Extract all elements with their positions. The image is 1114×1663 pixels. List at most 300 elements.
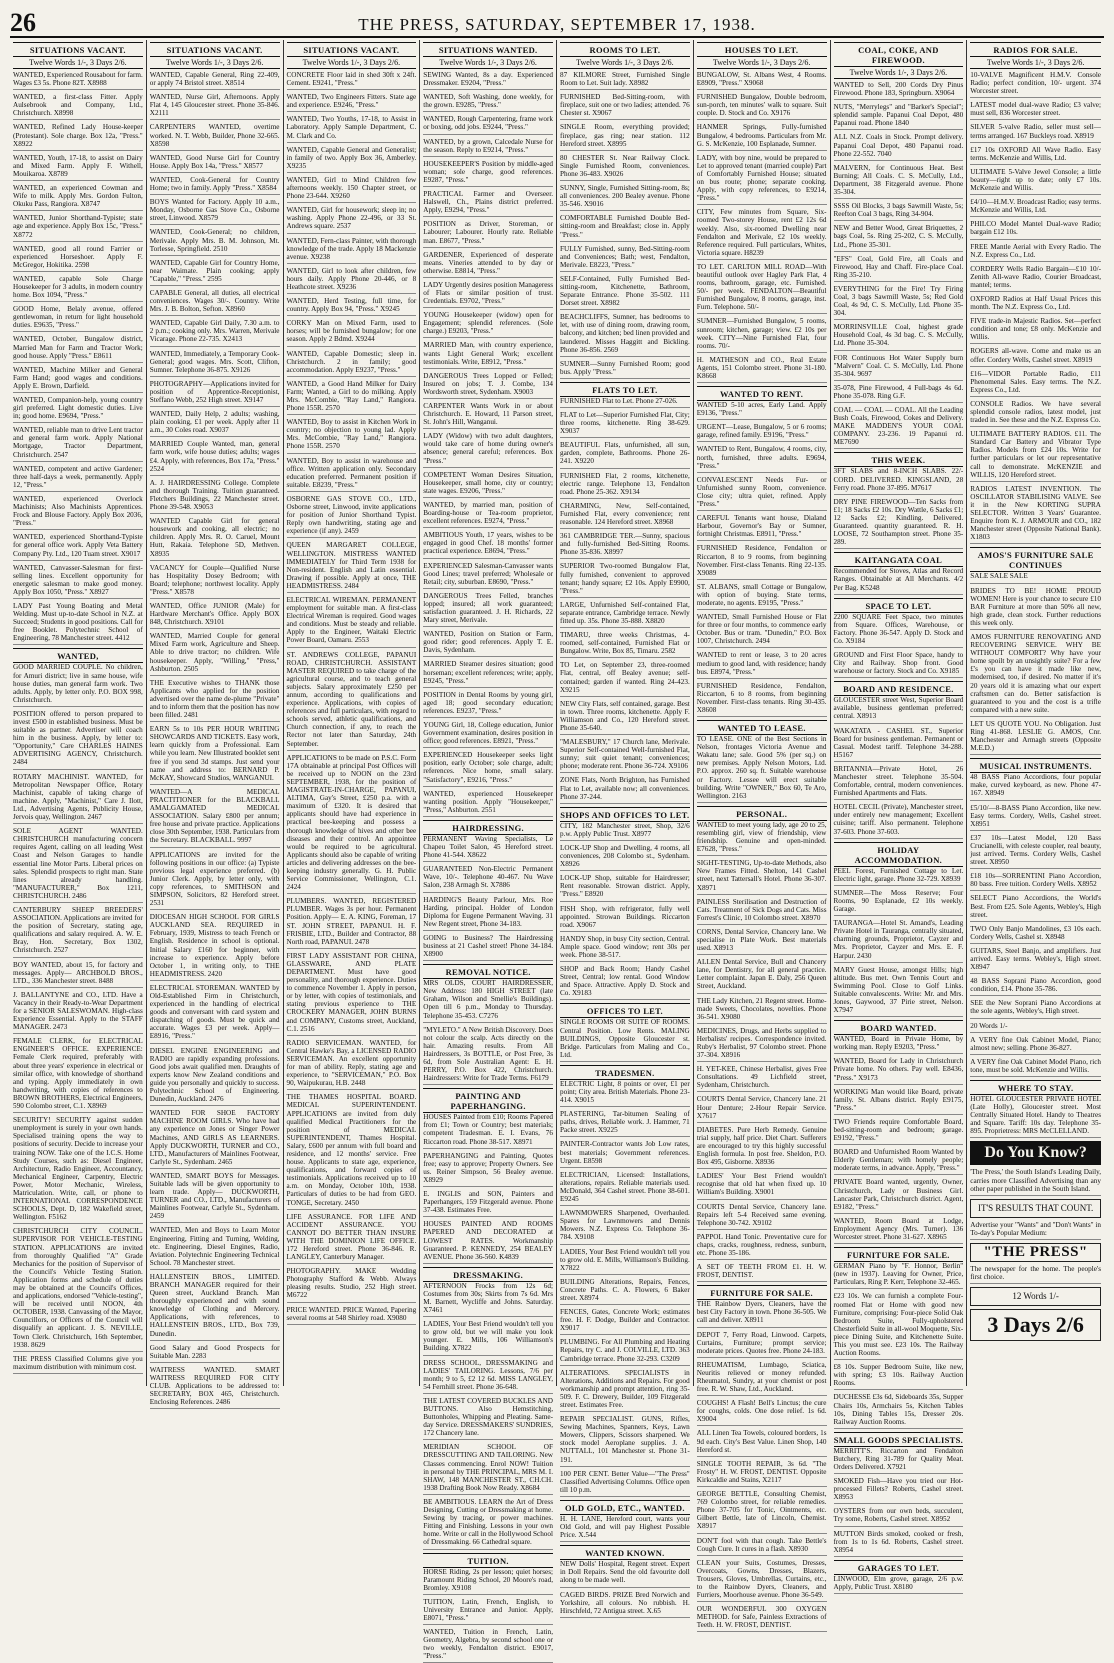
- classified-ad: WANTED, Immediately, a Temporary Cook-General; good wages. Mrs. Scott, Clifton, Sumner. Telephone 36-875. X9126: [150, 350, 280, 377]
- classified-ad: 20 Words 1/-: [970, 1022, 1101, 1033]
- classified-ad: FIRST LADY ASSISTANT FOR CHINA, GLASSWARE, AND PLATE DEPARTMENT. Must have good personality, and thorough experience. Duties to commence November 1. Apply in person, or by letter, with copies of testimonials, and stating previous experience to THE CROCKERY MANAGER, JOHN BURNS and COMPANY, Customs street, Auckland, C.1. 2516: [287, 952, 417, 1036]
- classified-ad: HALLENSTEIN BROS., LIMITED. BRANCH MANAGER required for their Queen street, Auckland Branch. Man thoroughly experienced and with sound knowledge of Clothing and Mercery. Applications, with references, to HALLENSTEIN BROS., LTD., Box 739, Dunedin.: [150, 1273, 280, 1341]
- classified-ad: "MALESBURY," 17 Church lane, Merivale. Superior Self-contained Well-furnished Flat, sunny; suit quiet tenant; conveniences; phone; moderate rent. Phone 36-724. X9106: [560, 738, 690, 773]
- classified-ad: LIFE ASSURANCE. FOR LIFE AND ACCIDENT ASSURANCE. YOU CANNOT DO BETTER THAN INSURE WITH THE DOMINION LIFE OFFICE. 172 Hereford street. Phone 36-846. R. LANGLEY, Canterbury Manager.: [287, 1213, 417, 1265]
- classified-ad: NEW Dolls' Hospital, Regent street. Expert in Doll Repairs. Send the old favourite doll along to be made well.: [560, 1560, 690, 1587]
- classified-ad: E. INGLIS and SON, Painters and Paperhangers, 159 Fitzgerald avenue. Phone 37-438. Estimates Free.: [423, 1190, 553, 1217]
- classified-ad: SUMNER—The Moss Reserve; Four Rooms, 90 Esplanade, £2 10s weekly. Garage.: [834, 889, 964, 916]
- classified-ad: LADY Past Young Boating and Metal Welding. Must up-to-date School in N.Z. at Succeed; Students in good positions. Call for free Booklet. Polytechnic School of Engineering, 78 Manchester street. 4412: [13, 602, 143, 645]
- classified-ad: WANTED, Capable Girl for Country Home, near Waimate. Plain cooking; apply "Capable," "Press." 2595: [150, 259, 280, 286]
- classified-ad: MEDICINES, Drugs, and Herbs supplied to Herbalists' recipes. Correspondence invited. Ruby's Herbalist, 97 Colombo street. Phone 37-304. X8916: [697, 1027, 827, 1062]
- classified-ad: 100 PER CENT. Better Value—"The Press" Classified Advertising Columns. Office open till 10 p.m.: [560, 1470, 690, 1497]
- classified-ad: SINGLE Room, everything provided; fireplace, gas ring; near station. 112 Hereford street. X8995: [560, 123, 690, 150]
- classified-ad: FURNISHED Flat, 2 rooms, kitchenette, electric range. Telephone 13, Fendalton road. Phone 25-362. X9134: [560, 472, 690, 499]
- classified-ad: WANTED, Board in Private Home, by working man. Reply E9203, "Press.": [834, 1035, 964, 1054]
- rate-line: Twelve Words 1/-, 3 Days 2/6.: [287, 57, 417, 69]
- classified-ad: 80 CHESTER St. Near Railway Clock. Single Furnished Room, conveniences. Phone 36-483. X9026: [560, 154, 690, 181]
- classified-ad: FENCES, Gates, Concrete Work; estimates free. H. F. Dodge, Builder and Contractor. X9017: [560, 1308, 690, 1335]
- classified-ad: WANTED, an experienced Cowman and Wife to milk. Apply Mrs. Gordon Fulton, Okuku Pass, Rangiora. X8747: [13, 184, 143, 211]
- classified-ad: WANTED, competent and active Gardener; three half-days a week, permanently. Apply 12, "Press.": [13, 465, 143, 492]
- section-heading: ROOMS TO LET.: [560, 42, 690, 57]
- newspaper-title: THE PRESS, SATURDAY, SEPTEMBER 17, 1938.: [358, 15, 756, 34]
- classified-ad: WANTED, Fern-class Painter, with thorough knowledge of the trade. Apply 18 Mackenzie avenue. X9238: [287, 237, 417, 264]
- classified-ad: WANTED to meet young lady, age 20 to 25, resembling girl, view of friendship, view friendship. Genuine and open-minded. E7628, "Press.": [697, 821, 827, 856]
- classified-ad: WANTED, Cook-General; no children, Merivale. Apply Mrs. B. M. Johnson, Mt. Torlesse, Springfield. 2510: [150, 228, 280, 255]
- classified-ad: CARPENTERS WANTED, overtime worked. N. T. Webb, Builder, Phone 32-665. X8598: [150, 123, 280, 150]
- section-heading: SITUATIONS WANTED.: [423, 42, 553, 57]
- classified-ad: £23 10s. We can furnish a complete Four-roomed Flat or Home with good new Furniture, comprising: Four-piece Solid Oak Bedroom Suite, Fully-upholstered Chesterfield Suite in all-wool Moquette, Six-piece Dining Suite, and Kitchenette Suite. This you must see. £23 10s. The Railway Auction Rooms.: [834, 1292, 964, 1360]
- classified-ad: AFTERNOON Frocks from 12s 6d; Costumes from 30s; Skirts from 7s 6d. Mrs M. Barnett, Wycliffe and Johns. Saturday. X7461: [423, 1282, 553, 1317]
- classified-ad: WANTED, Soft Washing, done weekly, for the grown. E9285, "Press.": [423, 93, 553, 112]
- classified-ad: BOARD and Unfurnished Room Wanted by Elderly Gentleman; with homely people; moderate terms, in advance. Apply, "Press.": [834, 1148, 964, 1175]
- classified-ad: FREE Mantle Aerial with Every Radio. The N.Z. Express Co., Ltd.: [970, 243, 1101, 262]
- classified-ad: EXPERIENCED Housekeeper seeks light position, early October; sole charge, adult; references. Nice home, small salary. "Satisfactory", E9216, "Press.": [423, 751, 553, 786]
- classified-ad: FURNISHED Bungalow, Double bedroom, sun-porch, ten minutes' walk to square. Suit couple. D. Stock and Co. X9176: [697, 93, 827, 120]
- classified-ad: POSITION offered to person prepared to invest £500 in established business. Must be suitable as partner. Advertiser will coach him in the business. Apply, by letter to: "Opportunity," Care CHARLES HAINES ADVERTISING AGENCY, Christchurch. 2484: [13, 710, 143, 770]
- classified-ad: YOUNG Girl, 18, College education, Junior Government examination, desires position in office; good references. E8921, "Press.": [423, 721, 553, 748]
- classified-ad: DEPOT 7, Ferry Road, Linwood. Carpets, Curtains, Furniture; prompt service; moderate prices. Quotes free. Phone 24-183.: [697, 1331, 827, 1358]
- classified-ad: WANTED, reliable man to drive Lent tractor and general farm work. Apply National Mortgage, Tractor Department, Christchurch. 2547: [13, 426, 143, 461]
- classified-ad: SSSS Oil Blocks, 3 bags Sawmill Waste, 5s; Reefton Coal 3 bags, Ring 34-904.: [834, 202, 964, 221]
- classified-ad: CANTERBURY SHEEP BREEDERS' ASSOCIATION. Applications are invited for the position of Secretary, stating age, qualifications and salary required. A. W. E. Bray, Hon. Secretary, Box 1302, Christchurch. 2527: [13, 906, 143, 958]
- classified-ad: RADIO SERVICEMAN. WANTED, for Central Hawke's Bay, a LICENSED RADIO SERVICEMAN. An excellent opportunity for man of ability. Reply, stating age and experience, to "SERVICEMAN," P.O. Box 90, Waipukurau, H.B. 2448: [287, 1039, 417, 1091]
- classified-ad: DANGEROUS Trees Felled, branches lopped; insured; all work guaranteed; satisfaction guaranteed. J. H. Richards, 22 Mary street, Merivale.: [423, 592, 553, 627]
- section-heading: OLD GOLD, ETC., WANTED.: [560, 1500, 690, 1515]
- classified-ad: WANTED, Boy to assist in warehouse and office. Written application only. Secondary education preferred. Permanent position if suitable. E8239, "Press.": [287, 457, 417, 492]
- classified-ad: PLASTERING, Tar-bitumen Sealing of paths, drives, Reliable work. J. Hammer, 71 Packe street. X9225: [560, 1110, 690, 1137]
- classified-ad: LARGE, Unfurnished Self-contained Flat, separate entrance, Cambridge terrace. Newly fitted up. 35s. Phone 35-888. X8820: [560, 601, 690, 628]
- classified-ad: 48 BASS Soprani Piano Accordion, good condition, £14. Phone 35-786.: [970, 977, 1101, 996]
- classified-ad: WANTED, Tuition in French, Latin, Geometry, Algebra, by second school one or two weekly, Fendalton district. E9017, "Press.": [423, 1628, 553, 1663]
- classified-ad: SOLE AGENT WANTED. CHRISTCHURCH manufacturing concern requires Agent, calling on all leading West Coast and Nelson Garages to handle essential line Motor Parts. Liberal prices on sales. Splendid prospects to right man. State lines already handling. "MANUFACTURER," Box 1211, CHRISTCHURCH. 2486: [13, 827, 143, 903]
- classified-ad: COUGHS! A Flash! Bell's Linctus; the cure for coughs, colds. One dose relief. 1s 6d. X9004: [697, 1399, 827, 1426]
- classified-ad: BUNGALOW, St. Albans West, 4 Rooms. E8909, "Press." X9068: [697, 71, 827, 90]
- classified-ad: WANTED, Office JUNIOR (Male) for Hardware Merchant's Office. Apply BOX 848, Christchurch. X9101: [150, 602, 280, 629]
- classified-ad: ST. ALBANS, small Cottage or Bungalow, with option of buying. State terms, moderate, no agents. E9195, "Press.": [697, 583, 827, 610]
- classified-ad: AMBITIOUS Youth, 17 years, wishes to be engaged in good Chef. 18 months' former practical experience. E8694, "Press.": [423, 531, 553, 558]
- section-heading: FURNITURE FOR SALE.: [834, 1247, 964, 1262]
- section-heading: SHOPS AND OFFICES TO LET.: [560, 807, 690, 822]
- classified-ad: DIESEL ENGINE ENGINEERING and RADIO are rapidly expanding professions. Good jobs await qualified men. Draughts of experts know New Zealand conditions and guide you personally and quickly to success. Polytechnic School of Engineering. Dunedin, Auckland. 2476: [150, 1047, 280, 1107]
- classified-ad: ULTIMATE 5-Valve Jewel Console; a little beauty—right up to date; only £7 10s. McKenzie and Willis.: [970, 168, 1101, 195]
- section-heading: WANTED TO LEASE.: [697, 720, 827, 735]
- classified-ad: £18 10s—SORRENTINI Piano Accordion, 80 bass. Free tuition. Cordery Wells. X8952: [970, 872, 1101, 891]
- classified-ad: WANTED, good all round Farrier or experienced Horseshoer. Apply F. McGregor, Hokitika. 2598: [13, 245, 143, 272]
- rate-line: Twelve Words 1/-, 3 Days 2/6.: [560, 57, 690, 69]
- classified-ad: PLUMBERS. WANTED, REGISTERED PLUMBER. Wages 3s per hour. Permanent Position. Apply— E. A. KING, Foreman, 17 ST. JOHN STREET, PAPANUI. H. F. FRISBIE, LTD., Builder and Contractor, 88 North road, PAPANUI. 2478: [287, 897, 417, 949]
- classified-ad: WANTED, experienced Shorthand-Typiste for general office work. Apply Veta Battery Company Pty. Ltd., 120 Tuam street. X9017: [13, 533, 143, 560]
- classified-ad: FOR Continuous Hot Water Supply burn "Malvern" Coal. C. S. McCully, Ltd. Phone 35-304. 9697: [834, 354, 964, 381]
- classified-ad: COMPETENT Woman Desires Situation, Housekeeper, small home, city or country; state wages. E9206, "Press.": [423, 471, 553, 498]
- classified-ad: OXFORD Radios at Half Usual Prices this month. The N.Z. Express Co., Ltd.: [970, 295, 1101, 314]
- classified-ad: APPLICATIONS to be made on P.S.C. Form 17A obtainable at principal Post Offices will be received up to NOON on the 23rd SEPTEMBER, 1938, for the position of MAGISTRATE-IN-CHARGE, PAPANUI, ALTIMA, Gay's Street, £250 p.a. with a maximum of £320. It is desired that applicants should have had experience in practical bee-keeping and possess a thorough knowledge of hives and other bee diseases and their control. An appointee would be required to be agricultural. Applicants should also be capable of writing articles and delivering addresses on the bee-keeping industry generally. G. H. Public Service Commissioner, Wellington, C.1. 2424: [287, 754, 417, 895]
- section-heading: BOARD AND RESIDENCE.: [834, 681, 964, 696]
- section-heading: HOLIDAY ACCOMMODATION.: [834, 842, 964, 867]
- classified-ad: BRIDES TO BE! HOME PROUD WOMEN! Here is your chance to secure £10 BAR Furniture at more than 50% all new, high grade, clean stock. Further reductions this week only.: [970, 587, 1101, 630]
- classified-ad: LADIES, Your Best Friend wouldn't tell you to grow old. E. Mills, Williamson's Building. X7822: [560, 1248, 690, 1275]
- classified-ad: 35-078, Pine Firewood, 4 Full-bags 4s 6d. Phone 35-078. Ring G.F.: [834, 384, 964, 403]
- classified-ad: RADIOS LATEST INVENTION. The OSCILLATOR STABILISING VALVE. See it in the New KORTING SUPRA SELECTOR. Written 3 Years' Guarantee. Enquire from K. J. ARMOUR and CO., 182 Manchester street (Opposite National Bank). X1803: [970, 485, 1101, 545]
- classified-ad: PAPERHANGING and Painting, Quotes free; easy to approve; Property Owners. See us. Reiner Simpson, 56 Bealey avenue. X8929: [423, 1152, 553, 1187]
- section-heading: RADIOS FOR SALE.: [970, 42, 1101, 57]
- classified-ad: ELECTRICAL WIREMAN. PERMANENT employment for suitable man. A first-class Electrical Wireman is required. Good wages and conditions. Must be steady and reliable. Apply to the Engineer, Waitaki Electric Power Board, Oamaru. 2553: [287, 596, 417, 648]
- classified-ad: MUTTON Birds smoked, cooked or fresh, from 1s to 1s 6d. Roberts, Cashel street. X8954: [834, 1530, 964, 1557]
- classified-ad: APPLICATIONS are invited for the following positions in our office: (a) Typiste previous legal experience preferred. (b) Junior Clerk. Apply, by letter only, with copy references, to SMITHSON and SIMPSON, Solicitors, 82 Hereford street. 2531: [150, 851, 280, 911]
- classified-ad: WANTED, Youth, 17-18, to assist on Dairy and Mixed Farm. Apply F. Withell, Mouikaroa. X8789: [13, 154, 143, 181]
- classified-ad: "EFS" Coal, Gold Fire, all Coals and Firewood, Hay and Chaff. Fire-place Coal. Ring 35-210.: [834, 255, 964, 282]
- classified-ad: DON'T fool with that cough. Take Bettle's Cough Cure. It cures in a flash. X8930: [697, 1537, 827, 1556]
- classified-ad: WANTED, Married Couple for general Mixed Farm work, Agriculture and Sheep. Able to drive tractor; no children. Wife housekeeper. Apply, "Willing," "Press," Ashburton. 2505: [150, 632, 280, 675]
- classified-ad: SELF-Contained, Fully Furnished Bed-sitting-room, Kitchenette, Bathroom, Separate Entrance. Phone 35-502. 111 Dorset street. X8982: [560, 275, 690, 310]
- classified-ad: SELECT Piano Accordions, the World's Best. From £25. Sole Agents, Webley's, High street.: [970, 894, 1101, 921]
- classified-ad: MARRIED Steamer desires situation; good horseman; excellent references; write; apply, E9245, "Press.": [423, 660, 553, 687]
- classified-ad: 2200 SQUARE Feet Space, two minutes from Square. Offices, Warehouse, or Factory. Phone 36-547. Apply D. Stock and Co. X9184: [834, 613, 964, 648]
- classified-ad: 361 CAMBRIDGE TER.—Sunny, spacious and fully-furnished Bed-Sitting Rooms. Phone 35-836. X8997: [560, 532, 690, 559]
- section-heading: FURNITURE FOR SALE.: [697, 1285, 827, 1300]
- section-heading: MUSICAL INSTRUMENTS.: [970, 758, 1101, 773]
- column-1: [10, 40, 147, 1386]
- classified-ad: SUMNER—Furnished Bungalow, 5 rooms, sunroom; kitchen, garage; view. £2 10s per week. CITY—Nine Furnished Flat, four rooms. 70/-: [697, 317, 827, 352]
- classified-ad: WANTED, Capable Girl Daily, 7.30 a.m. to 2 p.m.; cooking only. Mrs. Warren, Merivale Vicarage. Phone 22-735. X2413: [150, 319, 280, 346]
- classified-ad: GOING to Business? The Hairdressing business at 21 Cashel street! Phone 34-184. X8900: [423, 934, 553, 961]
- column-6: [694, 40, 831, 1630]
- classified-ad: A. J. HAIRDRESSING College. Complete and thorough Training. Tuition guaranteed. Fletchers Buildings, 22 Manchester street. Phone 39-548. X9053: [150, 479, 280, 514]
- classified-ad: PRIVATE Board wanted, urgently, Owner, Christchurch, Lady or Business Girl. Lancaster Park, Christchurch district. Agent, E9182, "Press.": [834, 1178, 964, 1213]
- classified-ad: PRACTICAL Farmer and Overseer. Halswell, Ch., Plains district preferred. Apply, E9294, "Press.": [423, 190, 553, 217]
- classified-ad: LADY (Widow) with two adult daughters, would take care of home during owner's absence; general careful; references. Box "Press.": [423, 432, 553, 467]
- classified-ad: CLEAN your Suits, Costumes, Dresses, Overcoats, Gowns, Dresses, Blazers, Trousers, Gloves, Umbrellas, Curtains, etc., to the Rainbow Dyers, Cleaners, and Furriers, Moorhouse avenue. Phone 36-549.: [697, 1559, 827, 1602]
- classified-ad: MARRIED Couple Wanted, man, general farm work, wife house duties; adults; wages £4. Apply, with references, Box 17a, "Press." 2524: [150, 440, 280, 475]
- classified-ad: LADY, with boy nine, would be prepared to Let to approved tenant (married couple) Part of Comfortably Furnished House; situated on bus route; phone; separate cooking. Apply, with copy references, to E9214, "Press.": [697, 154, 827, 206]
- classified-ad: WANTED, Position on Station or Farm, good rider; good references. Apply T. E. Davis, Sydenham.: [423, 630, 553, 657]
- classified-ad: WANTED, Companion-help, young country girl preferred. Light domestic duties. Live in; good home. E9694, "Press.": [13, 396, 143, 423]
- classified-ad: WANTED, a first-class Fitter. Apply Aulsebrook and Company, Ltd., Christchurch. X8998: [13, 93, 143, 120]
- classified-ad: CONVALESCENT Needs Fur- or Unfurnished sunny Room, convenience. Close city; ultra quiet, refined. Apply "Press.": [697, 476, 827, 511]
- rate-line: Twelve Words 1/-, 3 Days 2/6.: [423, 57, 553, 69]
- classified-ad: WANTED—A MEDICAL PRACTITIONER for the BLACKBALL AMALGAMATED MEDICAL ASSOCIATION. Salary £800 per annum; free house and private practice. Applications close 30th September, 1938. Particulars from the Secretary. BLACKBALL. 9997: [150, 788, 280, 848]
- classified-ad: A VERY fine Oak Cabinet Model Piano, rich tone, must be sold. McKenzie and Willis.: [970, 1058, 1101, 1077]
- section-heading: KAITANGATA COAL: [834, 552, 964, 567]
- classified-ad: 3FT SLABS and 8-INCH SLABS. 22/- CORD. DELIVERED. KINGSLAND, 28 Ferry road. Phone 37-895. M7617: [834, 467, 964, 494]
- classified-ad: OSBORNE GAS STOVE CO., LTD., Osborne street, Linwood, invite applications for position of Junior Shorthand Typist. Reply own handwriting, stating age and experience (if any). 2459: [287, 495, 417, 538]
- classified-ad: WANTED, by married man, position of Boarding-house or Tea-room proprietor, excellent references. E9274, "Press.": [423, 501, 553, 528]
- classified-ad: WANTED, Machine Milker and General Farm Hand; good wages and conditions. Apply E. Brown, Darfield.: [13, 366, 143, 393]
- promo-rate-days: 3 Days 2/6: [970, 1309, 1101, 1341]
- column-7: [831, 40, 968, 1591]
- section-heading: TRADESMEN.: [560, 1065, 690, 1080]
- classified-ad: £37 10s—Latest Model, 120 Bass Crucianelli, with celeste coupler, real beauty, just arrived. Terms. Cordery Wells, Cashel street. X8950: [970, 834, 1101, 869]
- classified-ad: ULTIMATE BATTERY RADIOS. £11. The Standard Car Battery and Vibrator Type Radios. Models from £24 10s. Write for further particulars or let our representative call to demonstrate. McKENZIE and WILLIS, 120 Hereford street.: [970, 430, 1101, 482]
- classified-ad: LADY Urgently desires position Manageress of Flats or similar position of trust. Credentials. E9702, "Press.": [423, 281, 553, 308]
- classified-ad: URGENT—Lease, Bungalow, 5 or 6 rooms; garage, refined family. E9196, "Press.": [697, 423, 827, 442]
- classified-ad: REPAIR SPECIALIST. GUNS, Rifles, Sewing Machines, Spanners, Keys, Lawn Mowers, Clippers, Scissors sharpened. We stock model Aeroplane supplies. J. A. NUTTALL, 101 Manchester st. Phone 31-191.: [560, 1415, 690, 1467]
- section-heading: PERSONAL.: [697, 806, 827, 821]
- classified-ad: OUR WONDERFUL 300 OXYGEN METHOD. for Safe, Painless Extractions of Teeth. H. W. FROST, DENTIST.: [697, 1605, 827, 1632]
- classified-ad: SINGLE ROOMS OR SUITE OF ROOMS. Central Position. Low Rents. MALING BUILDINGS, Opposite Gloucester st. Bridge. Particulars from Maling and Co., Ltd.: [560, 1018, 690, 1061]
- classified-ad: WANTED, Girl for housework; sleep in; no washing. Apply Phone 22-496, or 33 St. Andrews square. 2537: [287, 206, 417, 233]
- rate-line: Twelve Words 1/-, 3 Days 2/6.: [970, 57, 1101, 69]
- classified-ad: MORRINSVILLE Coal, highest grade Household Coal, 4s 3d bag. C. S. McCully, Ltd. Phone 35-304.: [834, 323, 964, 350]
- classified-ad: FURNISHED Residence, Fendalton or Riccarton, 8 to 9 rooms, from beginning November. First-class Tenants. Ring 22-135. X9089: [697, 544, 827, 579]
- classified-ad: BUILDING Alterations, Repairs, Fences, Concrete Paths. C. A. Flowers, 6 Baker street. X8974: [560, 1278, 690, 1305]
- section-heading: SPACE TO LET.: [834, 598, 964, 613]
- classified-ad: PEEL Forest, Furnished Cottage to Let. Electric light, garage. Phone 32-729. X8939: [834, 867, 964, 886]
- classified-columns: [10, 40, 1104, 1661]
- section-heading: HAIRDRESSING.: [423, 820, 553, 835]
- classified-ad: FURNISHED Residence, Fendalton, Riccarton, 6 to 8 rooms, from beginning November. First-class tenants. Ring 30-435. X8608: [697, 682, 827, 717]
- classified-ad: H. MATHESON and CO., Real Estate Agents, 151 Colombo street. Phone 31-180. K8668: [697, 356, 827, 383]
- classified-ad: CONSOLE Radios. We have several splendid console radios, latest model, just traded in. See these and the N.Z. Express Co.: [970, 400, 1101, 427]
- classified-ad: SMOKED Fish—Have you tried our Hot-processed Fillets? Roberts, Cashel street. X8953: [834, 1477, 964, 1504]
- section-heading: WHERE TO STAY.: [970, 1080, 1101, 1095]
- column-8: [967, 40, 1104, 1386]
- classified-ad: DANGEROUS Trees Lopped or Felled; Insured on jobs; T. J. Combe, 134 Wordsworth street, Sydenham. X9003: [423, 372, 553, 399]
- classified-ad: DUCHESSE £3s 6d, Sideboards 35s, Supper Chairs 10s, Armchairs 5s, Kitchen Tables 10s, Dining Tables 15s, Dresser 20s. Railway Auction Rooms.: [834, 1393, 964, 1428]
- rate-line: Twelve Words 1/-, 3 Days 2/6.: [834, 67, 964, 79]
- column-5: [557, 40, 694, 1615]
- classified-ad: GERMAN Piano by "F. Honnor, Berlin" (new in 1937). Leaving for Owner, Price, Particulars, Ring P. Kerr, Telephone 32-465.: [834, 1262, 964, 1289]
- promo-advertise: Advertise your "Wants" and "Don't Wants" in To-day's Popular Medium:: [970, 1221, 1101, 1240]
- classified-ad: TO LET. CARLTON MILL ROAD—With beautiful outlook over Hagley Park Flat, 4 rooms, bathroom, garage, etc. Furnished. 50/- per week. FENDALTON—Beautiful Furnished Bungalow, 8 rooms, garage, inst. Furn. Telephone. 50/-: [697, 263, 827, 315]
- classified-ad: MARY Guest House, amongst Hills; high altitude. Bus met. Own Tennis Court and Swimming Pool. Close to Golf Links. Suitable convalescents. Write: Mr. and Mrs. Jones, Gaywood, 37 Pirie street, Nelson. X7947: [834, 966, 964, 1018]
- classified-ad: WANTED, Daily Help, 2 adults; washing, plain cooking, £1 per week. Apply after 11 a.m., 30 Coles road. X9037: [150, 410, 280, 437]
- classified-ad: LOCK-UP Shop, suitable for Hairdresser; Rent reasonable. Strowan district. Apply, "Press." E8920: [560, 874, 690, 901]
- classified-ad: FURNISHED Flat to Let. Phone 27-026.: [560, 397, 690, 408]
- classified-ad: AMOS FURNITURE RENOVATING AND RECOVERING SERVICE. WHY BE WITHOUT COMFORT? Why have your home spoilt by an unsightly suite? For a few £'s you can have it made like new, modernised, too, if desired. No matter if it's 20 years old it is amazing what our expert craftsmen can do. Better satisfaction is guaranteed to you and the cost is a trifle compared with a new suite.: [970, 633, 1101, 717]
- classified-ad: WANTED, Nurse Girl, Afternoons. Apply Flat 4, 145 Gloucester street. Phone 35-846. X2111: [150, 93, 280, 120]
- classified-ad: THE PRESS Classified Columns give you maximum distribution with minimum cost.: [13, 1355, 143, 1374]
- classified-ad: FISH Shop, with refrigerator, fully well appointed. Strowan Buildings. Riccarton road. X9067: [560, 905, 690, 932]
- classified-ad: WANTED Capable Girl for general housework and cooking, all electric; no children. Apply Mrs. R. O. Caruel, Mount Hutt, Rakaia. Telephone 5D, Methven. X8935: [150, 517, 280, 560]
- classified-ad: A VERY fine Oak Cabinet Model, Piano; almost new; selling. Phone 36-827.: [970, 1036, 1101, 1055]
- classified-ad: WANTED, Capable General, Ring 22-409, or apply 74 Bristol street. X8514: [150, 71, 280, 90]
- classified-ad: WANTED, Men and Boys to Learn Motor Engineering, Fitting and Turning, Welding, etc. Engineering, Diesel Engines, Radio, Aviation. Polytechnic Engineering Technical School. 78 Manchester street.: [150, 1226, 280, 1269]
- classified-ad: THE Rainbow Dyers, Cleaners, have the best City Factory in town. Phone 36-505. We call and deliver. X8911: [697, 1300, 827, 1327]
- classified-ad: 87 KILMORE Street, Furnished Single Room to Let. Suit lady. X8982: [560, 71, 690, 90]
- classified-ad: ALL Linen Tea Towels, coloured borders, 1s 9d each. City's Best Value. Linen Shop, 140 Hereford st.: [697, 1429, 827, 1456]
- rate-line: Twelve Words 1/-, 3 Days 2/6.: [13, 57, 143, 69]
- classified-ad: EARN 5s to 10s PER HOUR WRITING SHOWCARDS AND TICKETS. Easy work, learn quickly from a Professional. Earn while you learn. New Illustrated booklet sent free if you send 3d stamps. Just send your name and address to: BERNARD P. McKAY, Showcard Studios, WANGANUI.: [150, 725, 280, 785]
- classified-ad: WANTED to Sell, 200 Cords Dry Pinus Firewood. Phone 183, Springburn. X9064: [834, 81, 964, 100]
- classified-ad: WANTED, Two Youths, 17-18, to Assist in Laboratory. Apply Sample Department, C. M. Clark and Co.: [287, 115, 417, 142]
- classified-ad: HOTEL CECIL (Private), Manchester street, under entirely new management; Excellent cuisine; tariff. Also permanent. Telephone 37-603. Phone 37-603.: [834, 803, 964, 838]
- classified-ad: 48 BASS Piano Accordions, four popular make, curved keyboard, as new. Phone 47-167. X8949: [970, 773, 1101, 800]
- section-heading: TUITION.: [423, 1553, 553, 1568]
- classified-ad: DRY PINE FIREWOOD—Ten Sacks from £1; 18 Sacks £2 10s. Dry Wattle, 6 Sacks £1; 12 Sacks £2; Kindling. Delivered. Guaranteed. quantity guaranteed. R. H. LOOSE, 72 Southampton street. Phone 35-289.: [834, 498, 964, 550]
- classified-ad: ALTERATIONS. SPECIALISTS in Alterations, Additions and Repairs. For good workmanship and prompt attention, ring 35-509. F. C. Drewery, Builder, 109 Fitzgerald street. Estimates Free.: [560, 1369, 690, 1412]
- classified-ad: LINWOOD, Elm grove, garage, 2/6 p.w. Apply, Public Trust. X8180: [834, 1575, 964, 1594]
- classified-ad: £16—VIDOR Portable Radio, £11 Phenomenal Sales. Easy terms. The N.Z. Express Co., Ltd.: [970, 370, 1101, 397]
- classified-ad: ELECTRICAL STOREMAN. WANTED by Old-Established Firm in Christchurch, experienced in the handling of electrical goods and conversant with card system and dispatching of goods. Must be quick and accurate. Wages £3 per week. Apply— E8916, "Press.": [150, 984, 280, 1044]
- classified-ad: WANTED, experienced Housekeeper wanting position. Apply "Housekeeper," "Press," Ashburton. 2551: [423, 790, 553, 817]
- classified-ad: DIABETES. Pure Herb Remedy. Genuine trial supply, half price. Diet Chart. Sufferers are encouraged to try this highly successful English formula. In post free. Sheldon, P.O. Box 495, Gisborne. X8936: [697, 1126, 827, 1169]
- section-heading: SMALL GOODS SPECIALISTS.: [834, 1432, 964, 1447]
- column-4: [420, 40, 557, 1661]
- classified-ad: WANTED, Board for Lady in Christchurch Private home. No others. Pay well. E8436, "Press." X9173: [834, 1057, 964, 1084]
- classified-ad: GUITARS, Steel Banjo, and amplifiers. Just arrived. Easy terms. Webley's, High street. X8947: [970, 947, 1101, 974]
- section-heading: GARAGES TO LET.: [834, 1560, 964, 1575]
- classified-ad: SUNNY, Single, Furnished Sitting-room, 8s; all conveniences. 200 Bealey avenue. Phone 35-546. X9016: [560, 184, 690, 211]
- classified-ad: LET US QUOTE YOU. No Obligation. Just Ring 41-868. LESLIE G. AMOS, Cnr. Manchester and Armagh streets (Opposite M.E.D.): [970, 720, 1101, 755]
- classified-ad: SUPERIOR Two-roomed Bungalow Flat, fully furnished, convenient to approved tenant; handy square; £2 10s. Apply E9900, "Press.": [560, 562, 690, 597]
- rate-line: Twelve Words 1/-, 3 Days 2/6.: [697, 57, 827, 69]
- classified-ad: FULLY Furnished, sunny, Bed-Sitting-room and Conveniences; Bath; west, Fendalton, Merivale. E8223, "Press.": [560, 245, 690, 272]
- classified-ad: BE AMBITIOUS. LEARN the Art of Dress Designing, Cutting or Dressmaking at home. Sewing by tracing, or power machines. Fitting and Finishing. Lessons in your own home. Write or call in the Hollywood School of Dressmaking. 66 Cathedral square.: [423, 1498, 553, 1550]
- classified-ad: WANTED, Junior Shorthand-Typiste; state age and experience. Apply Box 15c, "Press." X8772: [13, 214, 143, 241]
- classified-ad: HOTEL GLOUCESTER PRIVATE HOTEL (Late Holly), Gloucester street. Most Centrally Situated Hotel. Handy to Theatres and Square. Tariff: 10s day. Telephone 35-895. Proprietress: MRS McCLELLAND.: [970, 1095, 1101, 1138]
- classified-ad: WORKING Man would like Board, private family. St. Albans district. Reply E9175, "Press.": [834, 1088, 964, 1115]
- section-heading: PAINTING AND PAPERHANGING.: [423, 1088, 553, 1113]
- classified-ad: £8 10s. Supper Bedroom Suite, like new, with spring; £3 10s. Railway Auction Rooms.: [834, 1363, 964, 1390]
- classified-ad: MARRIED Man, with country experience, wants Light General Work; excellent testimonials. Write, E8912, "Press.": [423, 341, 553, 368]
- classified-ad: EVERYTHING for the Fire! Try Firing Coal, 3 bags Sawmill Waste, 5s; Red Gold Coal, 4s 9d, C. S. McCully, Ltd. Phone 35-304.: [834, 285, 964, 320]
- classified-ad: HORSE Riding, 2s per lesson; quiet horses; Paramount Riding School, 20 Moore's road, Bromley. X9108: [423, 1568, 553, 1595]
- classified-ad: YOUNG Housekeeper (widow) open for Engagement; splendid references. (Sole charge.) E9203, "Press.": [423, 311, 553, 338]
- classified-ad: "MYLETO." A New British Discovery. Does not colour the scalp. Acts directly on the hair. Amazing results. From All Hairdressers, 3s BOTTLE, or Post Free, 3s 6d, from Sole Australian Agent: E. H. PERRY, P.O. Box 422, Christchurch. Hairdressers: Write for Trade Terms. F6179: [423, 1026, 553, 1086]
- classified-ad: WANTED FOR SHOE FACTORY MACHINE ROOM GIRLS. Who have had any experience on Jones or Singer Power Machines, AND GIRLS AS LEARNERS. Apply DUCKWORTH, TURNER and CO., LTD., Manufacturers of Mainlines Footwear, Carlyle St., Sydenham. 2465: [150, 1109, 280, 1169]
- classified-ad: COAL — COAL — COAL. All the Leading Bush Coals, Firewood, Cokes and Delivery. MAKE MADDEN'S YOUR COAL COMPANY. 23-236. 19 Papanui rd. ME7690: [834, 406, 964, 449]
- classified-ad: FIVE trade-in Majestic Radios. Set—perfect condition and tone; £8 only. McKenzie and Willis.: [970, 317, 1101, 344]
- promo-results: IT'S RESULTS THAT COUNT.: [970, 1199, 1101, 1218]
- classified-ad: GEORGE BETTLE, Consulting Chemist, 769 Colombo street, for reliable remedies. Phone 37-705 for Tonic, Ointments, etc. Gilbert Bettle, late of Lincoln, Chemist. X8917: [697, 1490, 827, 1533]
- classified-ad: WANTED, by a grown, Calcedale Nurse for the season. Reply to E9214, "Press.": [423, 138, 553, 157]
- classified-ad: LATEST model dual-wave Radio; £3 valve; must sell, 836 Worcester street.: [970, 101, 1101, 120]
- classified-ad: PERMANENT Waving Specialists, Le Chapeu Toilet Salon, 45 Hereford street. Phone 41-544. X8622: [423, 835, 553, 862]
- classified-ad: WANTED, Cook-General for Country Home; two in family. Apply "Press." X8584: [150, 176, 280, 195]
- classified-ad: WANTED, capable Sole Charge Housekeeper for 3 adults, in modern country home. Box 1094, "Press.": [13, 275, 143, 302]
- classified-ad: TAURANGA—Hotel St. Amand's, Leading Private Hotel in Tauranga, centrally situated, charming grounds, Proprietor, Cayzer and Mrs. Proprietor, Cayzer and Mrs. E. F. Harpur. 2430: [834, 919, 964, 962]
- classified-ad: LADIES, Your Best Friend wouldn't tell you to grow old, but we will make you look younger. E. Mills, 106 Williamson's Building. X7822: [423, 1320, 553, 1355]
- classified-ad: WANTED, Herd Testing, full time, for country. Apply Box 94, "Press." X9245: [287, 297, 417, 316]
- classified-ad: WANTED, Girl to look after children, few hours daily. Apply Phone 20-446, or 8 Heathcote street. X9236: [287, 267, 417, 294]
- section-heading: AMOS'S FURNITURE SALE CONTINUES: [970, 547, 1101, 572]
- classified-ad: THE Lady Kitchen, 21 Regent street. Home-made Sweets, Chocolates, novelties. Phone 36-541. X9080: [697, 997, 827, 1024]
- column-3: [284, 40, 421, 1386]
- section-heading: FLATS TO LET.: [560, 382, 690, 397]
- classified-ad: WANTED, Capable General and Generalist; in family of two. Apply Box 36, Amberley. X9235: [287, 146, 417, 173]
- classified-ad: BEACHCLIFFS, Sumner, has bedrooms to let, with use of dining room, drawing room, balcony, and kitchen; bed linen provided and laundered. Misses Haggitt and Bickling. Phone 36-856. 2569: [560, 313, 690, 356]
- classified-ad: TUITION, Latin, French, English, to University Entrance and Junior. Apply, E8071, "Press.": [423, 1598, 553, 1625]
- classified-ad: NEW and Better Wood, Great Briquettes, 2 bags Coal, 5s. Ring 25-202, C. S. McCully, Ltd., Phone 35-301.: [834, 224, 964, 251]
- classified-ad: WANTED, Capable Domestic; sleep in. Christchurch. 2 in family; good accommodation. Apply E9237, "Press.": [287, 350, 417, 377]
- classified-ad: WANTED, Experienced Rousabout for farm. Wages £3 5s. Phone 82T. X8988: [13, 71, 143, 90]
- classified-ad: HANMER Springs, Fully-furnished Bungalow, 4 bedrooms. Particulars from Mr. G. S. McKenzie, 100 Esplanade, Sumner.: [697, 123, 827, 150]
- classified-ad: TO Let, on September 23, three-roomed Flat, central, off Bealey avenue; self-contained; garden if wanted. Ring 24-423. X9215: [560, 661, 690, 696]
- classified-ad: TWO Only Banjo Mandolines, £3 10s each. Cordery Wells, Cashel st. X8948: [970, 925, 1101, 944]
- classified-ad: NEW City Flats, self contained, garage. Best in town. Three rooms, kitchenette. Apply F. Williamson and Co., 120 Hereford street. Phone 35-640.: [560, 700, 690, 735]
- classified-ad: PAINTER-Contractor wants Job Low rates, best materials; Government references. Urgent. E8598: [560, 1140, 690, 1167]
- section-heading: COAL, COKE, AND FIREWOOD.: [834, 42, 964, 67]
- classified-ad: BOYS Wanted for Factory. Apply 10 a.m., Monday, Osborne Gas Stove Co., Osborne street, Linwood. X8579: [150, 198, 280, 225]
- classified-ad: RHEUMATISM, Lumbago, Sciatica, Neuritis relieved or money refunded. Rheumatol, Sundry, at your chemist or post free. R. W. Shaw, Ltd., Auckland.: [697, 1361, 827, 1396]
- classified-ad: CARPENTER Wants Work in or about Christchurch. E. Howard, 11 Parson street, St. John's Hill, Wanganui.: [423, 402, 553, 429]
- classified-ad: WANTED, Canvasser-Salesman for first-selling lines. Excellent opportunity for energetic salesman to make good money. Apply Box 1050, "Press." X8927: [13, 564, 143, 599]
- classified-ad: MERRITT'S. Riccarton and Fendalton Butchery, Ring 31-789 for Quality Meat. Orders Delivered. X7921: [834, 1447, 964, 1474]
- classified-ad: SECURITY! SECURITY against sudden unemployment is surely in your own hands. Specialised training opens the way to positions of security. Decide to increase your training NOW. Take one of the I.C.S. Home Study Courses, such as: Diesel Engineer, Architecture, Radio Engineer, Accountancy, Mechanical Engineer, Carpentry, Electric Power, Motor Mechanic, Wireless, Matriculation. Write, call, or phone to INTERNATIONAL CORRESPONDENCE SCHOOLS, Dept. D, 182 Wakefield street, Wellington. F5162: [13, 1116, 143, 1224]
- classified-ad: HARDING'S Beauty Parlour, Mrs. Roe Harding, principal. Holder of London Diploma for Eugene Permanent Waving. 31 New Regent street, Phone 34-183.: [423, 896, 553, 931]
- classified-ad: SUMNER—Sunny Furnished Room; good bus. Apply "Press.": [560, 360, 690, 379]
- classified-ad: WANTED to rent or lease, 3 to 20 acres medium to good land, with residence; handy bus. E8974, "Press.": [697, 651, 827, 678]
- classified-ad: WAITRESS WANTED. SMART WAITRESS REQUIRED FOR CITY CLUB. Applications to be addressed to: SECRETARY, BOX 465, Christchurch. Enclosing References. 2486: [150, 1366, 280, 1409]
- classified-ad: ELECTRICIAN, Licensed: Installations, alterations, repairs. Reliable materials used. McDonald, 364 Cashel street. Phone 38-601. E9245: [560, 1171, 690, 1206]
- section-heading: SITUATIONS VACANT.: [287, 42, 417, 57]
- classified-ad: CAGED BIRDS. PRIZE Bred Norwich and Yorkshire, all colours. No rubbish. H. Hirschfeld, 72 Antigua street. X.65: [560, 1591, 690, 1618]
- classified-ad: FEMALE CLERK, for ELECTRICAL ENGINEER'S OFFICE. EXPERIENCE: Female Clerk required, preferably with about three years' experience in electrical or similar office, with knowledge of shorthand and typing. Apply immediately in own handwriting, with copies of references to BROWN BROTHERS, Electrical Engineers, 590 Colombo street, C.1. X8969: [13, 1037, 143, 1113]
- classified-ad: CAREFUL Tenants want house, Dialand Harbour, Governor's Bay or Sumner, fortnight Christmas. E8911, "Press.": [697, 514, 827, 541]
- classified-ad: £4/10—H.M.V. Broadcast Radio; easy terms. McKenzie and Willis, Ltd.: [970, 198, 1101, 217]
- classified-ad: MALVERN, for Continuous Heat. Best Burning; All Coals. C. S. McCully, Ltd., Department, 38 Fitzgerald avenue. Phone 35-304.: [834, 164, 964, 199]
- classified-ad: ROGERS all-wave. Come and make us an offer. Cordery Wells, Cashel street. X8919: [970, 347, 1101, 366]
- classified-ad: LAWNMOWERS Sharpened, Overhauled. Spares for Lawnmowers and Dennis Mowers. N.Z. Express Co. Telephone 36-784. X9108: [560, 1209, 690, 1244]
- classified-ad: WANTED, SMART BOYS for Messages. Suitable lads will be given opportunity to learn trade. Apply— DUCKWORTH, TURNER and CO., LTD., Manufacturers of Mainlines Footwear, Carlyle St., Sydenham. 2459: [150, 1172, 280, 1224]
- classified-ad: BRITANNIA—Private Hotel, 26 Manchester street. Telephone 35-504. Comfortable, central, modern conveniences. Furnished Apartments and Flats.: [834, 765, 964, 800]
- classified-ad: CITY, Few minutes from Square, Six-roomed Two-storey House, rent £2 12s 6d weekly. Also, six-roomed Dwelling near Fendalton and Merivale, £2 10s weekly. Reference required. Full particulars, Whites, Victoria square. H8239: [697, 208, 827, 260]
- classified-ad: Good Salary and Good Prospects for Suitable Man. 2283: [150, 1344, 280, 1363]
- classified-ad: WANTED, Boy to assist in Kitchen Work in country; no objection to young lad. Apply Mrs. McCombie, "Ray Land," Rangiora. Phone 155R. 2570: [287, 418, 417, 453]
- classified-ad: SIGHT-TESTING, Up-to-date Methods, also New Frames Fitted. Shelton, 141 Cashel street, next Tattersall's Hotel. Phone 36-307. X8971: [697, 859, 827, 894]
- classified-ad: THE Executive wishes to THANK those Applicants who applied for the position advertised over the name de-plume "Private" and to inform them that the position has now been filled. 2481: [150, 679, 280, 722]
- classified-ad: COURTS Dental Service, Chancery lane. Repairs left 5-4 Received same evening. Telephone 30-742. X9102: [697, 1203, 827, 1230]
- classified-ad: PHILCO Model Mantel Dual-wave Radio; bargain £12 10s.: [970, 220, 1101, 239]
- column-2: [147, 40, 284, 1407]
- section-heading: WANTED,: [13, 648, 143, 663]
- promo-tagline: The newspaper for the home. The people's first choice.: [970, 1265, 1101, 1284]
- classified-ad: PHOTOGRAPHY—Applications invited for position of Apprentice-Receptionist, Steffano Webb, 252 High street. X9147: [150, 380, 280, 407]
- section-heading: OFFICES TO LET.: [560, 1003, 690, 1018]
- classified-ad: CORNS, Dental Service, Chancery lane. We specialise in Plate Work. Best materials used. X8913: [697, 928, 827, 955]
- classified-ad: GUARANTEED Non-Electric Permanent Wave, 10/-. Telephone 40-467. Nu Wave Salon, 238 Armagh St. X7886: [423, 865, 553, 892]
- classified-ad: LADIES' Your Best Friend wouldn't recognise that old hat when fixed up. 10 William's Building. X9001: [697, 1172, 827, 1199]
- classified-ad: WANTED, Girl to Mind Children few afternoons weekly. 150 Chapter street, or Phone 23-644. X9260: [287, 176, 417, 203]
- promo-rate-words: 12 Words 1/-: [970, 1287, 1101, 1306]
- classified-ad: WANTED, experienced Overlock Machinists; Also Machinists Apprentices. Frock and Blouse Factory. Apply Box 2036, "Press.": [13, 495, 143, 530]
- classified-ad: COMFORTABLE Furnished Double Bed-sitting-room and Breakfast; close in. Apply "Press.": [560, 214, 690, 241]
- classified-ad: FLAT to Let—Superior Furnished Flat, City; three rooms, kitchenette. Ring 38-629. X9037: [560, 411, 690, 438]
- classified-ad: PLUMBING. For All Plumbing and Heating Repairs, try C. and J. COLVILLE, LTD. 363 Cambridge terrace. Phone 32-293. C3209: [560, 1338, 690, 1365]
- classified-ad: WANTED 5-10 acres, Early Land. Apply E9136, "Press.": [697, 401, 827, 420]
- promo-headline: Do You Know?: [970, 1141, 1101, 1165]
- section-heading: WANTED TO RENT.: [697, 386, 827, 401]
- classified-ad: CAPABLE General, all duties, all electrical conveniences. Wages 30/-. Country. Write Mrs. J. B. Bolton, Sefton. X8960: [150, 289, 280, 316]
- classified-ad: ROTARY MACHINIST. WANTED, for Metropolitan Newspaper Office, Rotary Machinist, capable of taking charge of machine. Apply, "Machinist," Care J. Ilott, Ltd., Advertising Agents, Publicity House, Jervois quay, Wellington. 2467: [13, 773, 143, 825]
- classified-ad: TO LEASE. ONE of the Best Sections in Nelson, frontages Victoria Avenue and Wakatu lane; sale. Good 5% (per sq.) on new premises. Apply Nelson Motors, Ltd. P.O. approx. 260 sq. ft. Suitable warehouse or Factory. Lessee will erect suitable building. Write "OWNER," Box 60, Te Aro, Wellington. 2163: [697, 735, 827, 803]
- classified-ad: CORKY Man on Mixed Farm, used to horses; will be furnished bungalow; for one season. Apply 2 Bdmd. X9244: [287, 319, 417, 346]
- classified-ad: SILVER 5-valve Radio, seller must sell—terms arranged. 167 Buckleys road. X8919: [970, 123, 1101, 142]
- classified-ad: GROUND and First Floor Space, handy to City and Railway. Shop front. Good warehouse or factory. Stock and Co. X9185: [834, 651, 964, 678]
- page-number: 26: [10, 8, 36, 37]
- section-heading: REMOVAL NOTICE.: [423, 964, 553, 979]
- classified-ad: POSITION as Driver, Storeman, or Labourer; Labourer. Hourly rate. Reliable man. E8677, "Press.": [423, 220, 553, 247]
- classified-ad: SHOP and Back Room; Handy Cashel Street, Central; low rental. Good Window and Space. Attractive. Apply D. Stock and Co. X9183: [560, 965, 690, 1000]
- classified-ad: WANTED, Refined Lady House-keeper (Protestant). Sole charge. Box 12a, "Press." X8922: [13, 123, 143, 150]
- classified-ad: BEAUTIFUL Flats, unfurnished, all sun, garden, complete, Bathrooms. Phone 26-241. X9220: [560, 441, 690, 468]
- classified-ad: MRS OLDS, COURT HAIRDRESSER, New Address: 180 HIGH STREET (late Graham, Wilson and Smellie's Buildings). Open till 6 p.m., Monday to Thursday. Telephone 35-453. C7276: [423, 979, 553, 1022]
- section-heading: SITUATIONS VACANT.: [13, 42, 143, 57]
- classified-ad: CHARMING, New, Self-contained, Furnished Flat, every convenience; rent reasonable. 124 Hereford street. X8968: [560, 502, 690, 529]
- classified-ad: CITY, 182 Manchester street, Shop, 32/6 p.w. Apply Public Trust. X8977: [560, 822, 690, 841]
- classified-ad: NUTS, "Merrylegs" and "Barker's Special"; splendid sample. Papanui Coal Depot, 480 Papanui road. Phone 1840: [834, 103, 964, 130]
- classified-ad: HOUSES PAINTED AND ROOMS PAPERED AND DECORATED at LOWEST RATES. Workmanship Guaranteed. P. KENNEDY, 254 BEALEY AVENUE. Phone 36-560. K4839: [423, 1220, 553, 1263]
- classified-ad: THE LATEST COVERED BUCKLES AND BUTTONS. Also Hemstitching, Buttonholes, Whipping and Pleating. Same-day Service. DRESSMAKERS' SUNDRIES, 172 Chancery lane.: [423, 1397, 553, 1440]
- classified-ad: WANTED, Rough Carpentering, frame work or boxing, odd jobs. E9244, "Press.": [423, 115, 553, 134]
- classified-ad: WAKATATA - CASHEL ST., Superior Board for business gentleman. Permanent or Casual. Modest tariff. Telephone 34-288. H5167: [834, 727, 964, 762]
- classified-ad: 10-VALVE Magnificent H.M.V. Console Radio; perfect condition, 10/- urgent. 374 Worcester street.: [970, 71, 1101, 98]
- classified-ad: WANTED, October, Bungalow district, Married Man for Farm and Tractor Work; good house. Apply "Press." E8611: [13, 335, 143, 362]
- classified-ad: GOOD MARRIED COUPLE. No children, for Amuri district; live in same house, wife house duties, man general farm work. Two adults. Apply, by letter only. P.O. BOX 998, Christchurch.: [13, 663, 143, 706]
- classified-ad: PRICE WANTED. PRICE Wanted, Papering several rooms at 548 Shirley road. X9080: [287, 1306, 417, 1325]
- classified-ad: CORDERY Wells Radio Bargain—£10 10/- Zenith All-wave Radio, Courier Broadcast, mantel; terms.: [970, 265, 1101, 292]
- section-heading: WANTED KNOWN.: [560, 1545, 690, 1560]
